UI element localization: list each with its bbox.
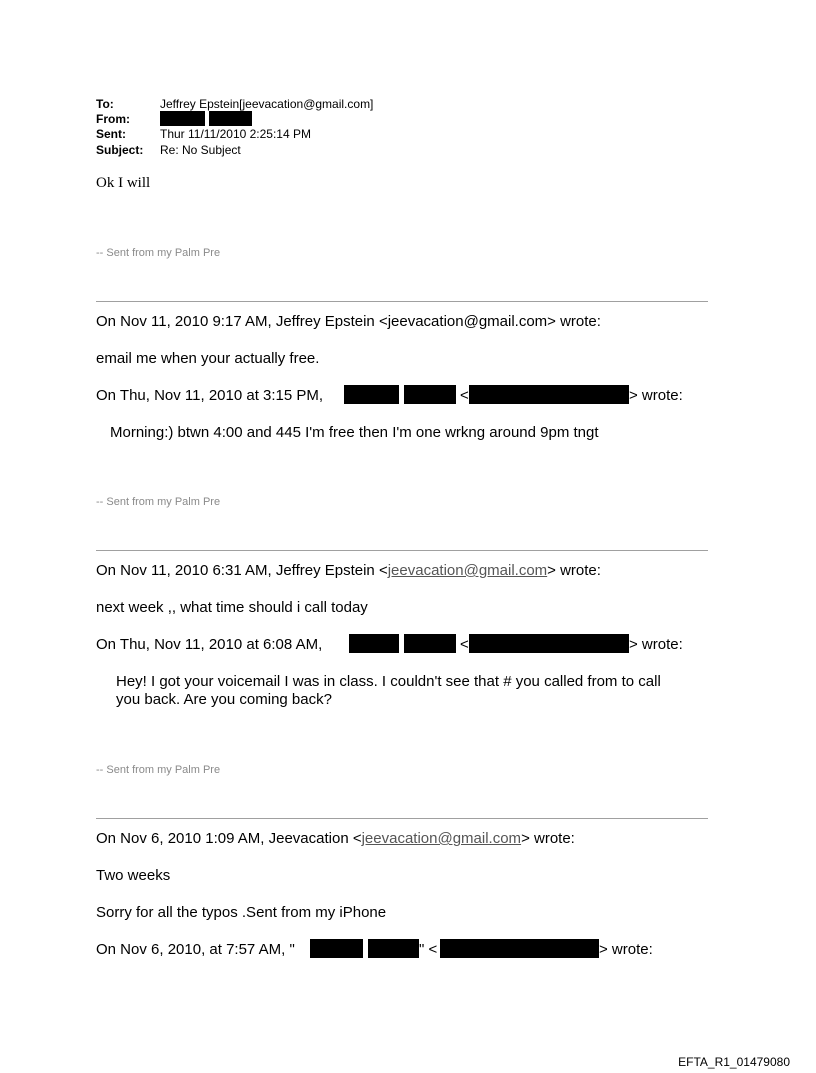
signature-palm-1: -- Sent from my Palm Pre [96,247,221,259]
msg2-quote-prefix: On Thu, Nov 11, 2010 at 3:15 PM, [96,387,324,404]
msg3-quoted-line1: Hey! I got your voicemail I was in class. I couldn't see that # you called from to call [116,673,661,690]
redaction-msg3-email [469,634,629,653]
msg4-body1: Two weeks [96,867,171,884]
subject-value: Re: No Subject [160,143,241,157]
from-label: From: [96,112,130,126]
msg4-intro [96,830,575,847]
msg3-quoted-line2: you back. Are you coming back? [116,691,332,708]
divider-1 [96,301,708,302]
msg3-intro-pre: On Nov 11, 2010 6:31 AM, Jeffrey Epstein < [96,562,388,579]
redaction-msg2-last [404,385,456,404]
reply-body: Ok I will [96,175,151,191]
msg4-quote-prefix: On Nov 6, 2010, at 7:57 AM, " [96,941,295,958]
msg2-body: email me when your actually free. [96,350,320,367]
redaction-from-last [209,111,252,126]
msg4-intro-post: > wrote: [521,830,575,847]
redaction-msg3-first [349,634,399,653]
divider-2 [96,550,708,551]
redaction-msg3-last [404,634,456,653]
msg3-quote-prefix: On Thu, Nov 11, 2010 at 6:08 AM, [96,636,323,653]
msg4-quote-mid: " < [419,941,438,958]
to-label: To: [96,97,114,111]
msg3-email-link[interactable]: jeevacation@gmail.com [387,562,548,579]
msg4-quote-suffix: > wrote: [599,941,653,958]
signature-palm-3: -- Sent from my Palm Pre [96,764,221,776]
msg2-intro: On Nov 11, 2010 9:17 AM, Jeffrey Epstein <jeevacation@gmail.com> wrote: [96,313,601,330]
subject-label: Subject: [96,143,144,157]
msg4-body2: Sorry for all the typos .Sent from my iPhone [96,904,387,921]
redaction-msg2-email [469,385,629,404]
msg3-quote-suffix: > wrote: [629,636,683,653]
sent-value: Thur 11/11/2010 2:25:14 PM [160,127,311,141]
msg2-quoted-text: Morning:) btwn 4:00 and 445 I'm free then I'm one wrkng around 9pm tngt [110,424,599,441]
to-value: Jeffrey Epstein[jeevacation@gmail.com] [160,97,374,111]
msg2-quote-suffix: > wrote: [629,387,683,404]
redaction-from-first [160,111,205,126]
divider-3 [96,818,708,819]
signature-palm-2: -- Sent from my Palm Pre [96,496,221,508]
msg3-body: next week ,, what time should i call today [96,599,368,616]
msg3-intro-post: > wrote: [547,562,601,579]
redaction-msg4-last [368,939,419,958]
redaction-msg4-first [310,939,363,958]
msg3-quote-lt: < [460,636,469,653]
msg4-email-link[interactable]: jeevacation@gmail.com [361,830,522,847]
redaction-msg4-email [440,939,599,958]
msg3-intro [96,562,601,579]
msg4-intro-pre: On Nov 6, 2010 1:09 AM, Jeevacation < [96,830,362,847]
msg2-quote-lt: < [460,387,469,404]
redaction-msg2-first [344,385,399,404]
sent-label: Sent: [96,127,126,141]
document-id: EFTA_R1_01479080 [678,1055,790,1069]
